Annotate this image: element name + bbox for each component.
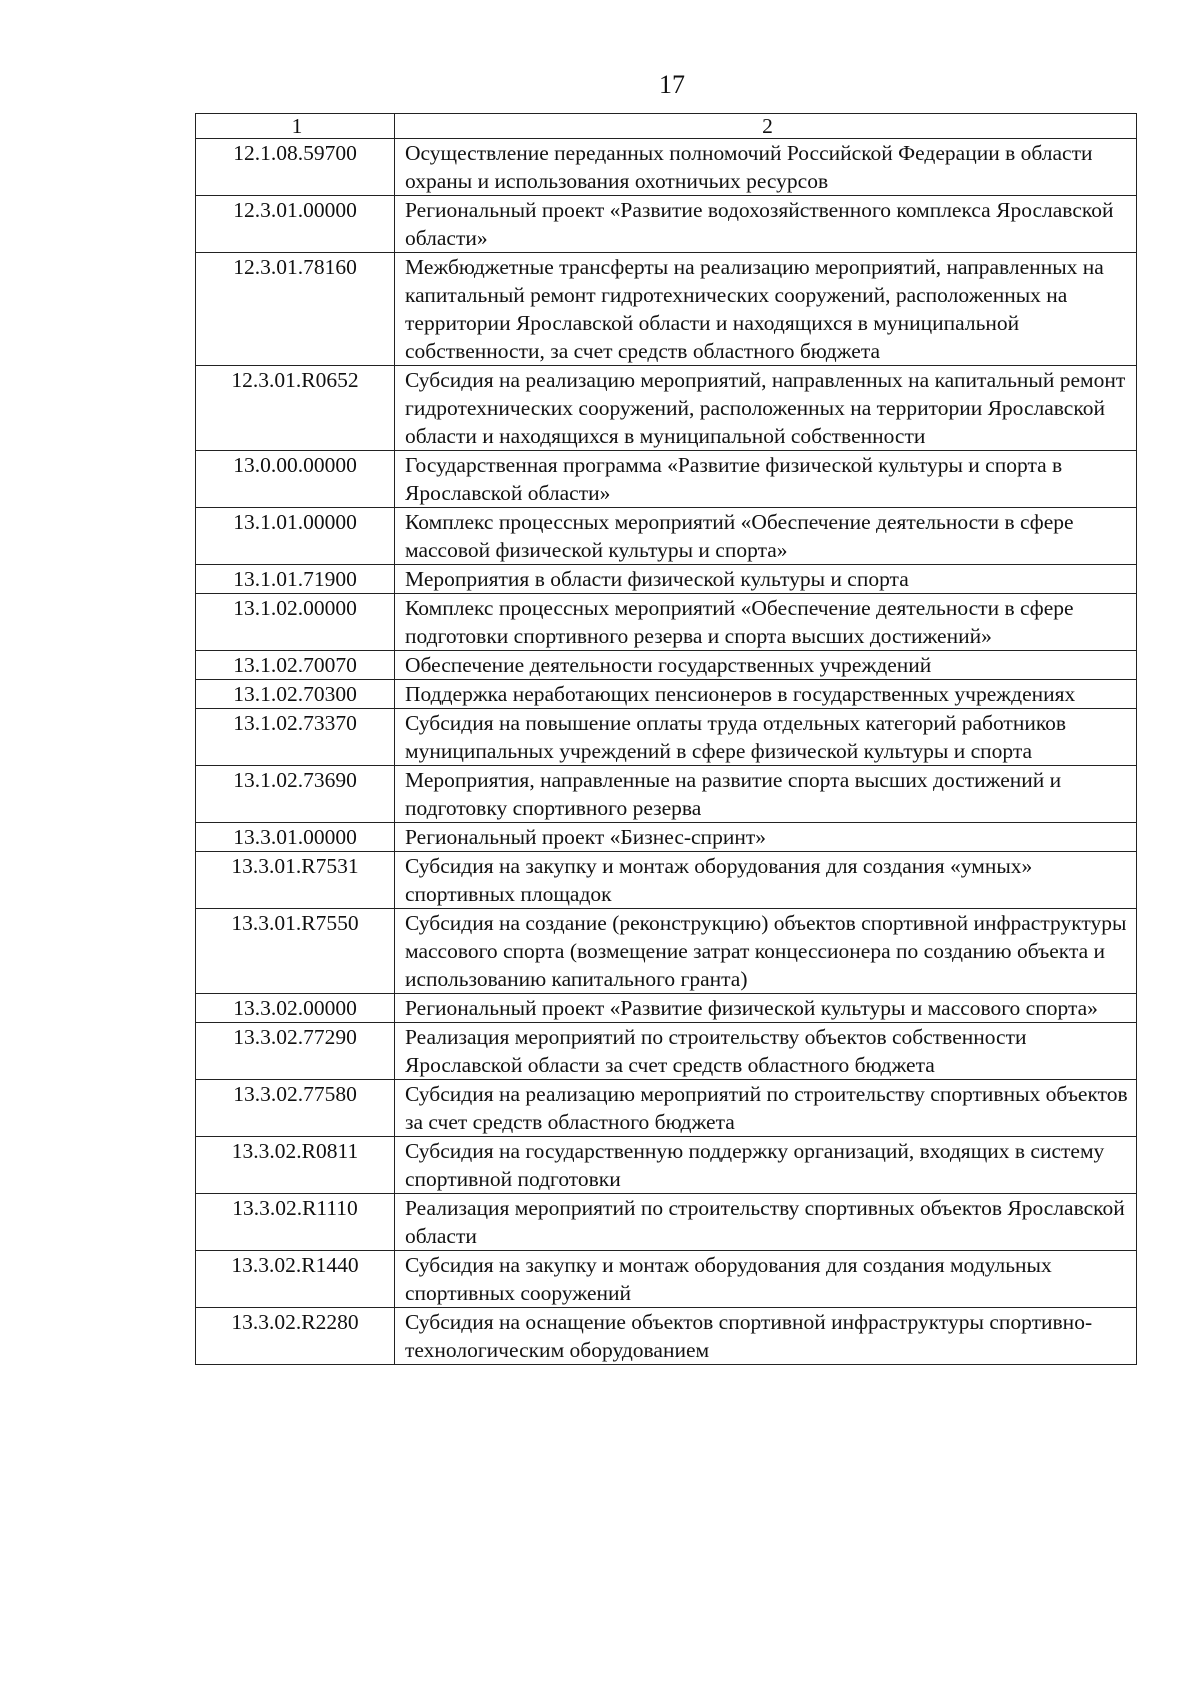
row-code: 13.3.02.77580 <box>196 1080 395 1137</box>
row-name: Поддержка неработающих пенсионеров в государственных учреждениях <box>395 680 1137 709</box>
table-row <box>196 366 1137 451</box>
row-name: Региональный проект «Развитие водохозяйственного комплекса Ярославской области» <box>395 196 1137 253</box>
row-name: Государственная программа «Развитие физической культуры и спорта в Ярославской области» <box>395 451 1137 508</box>
row-name: Субсидия на закупку и монтаж оборудования для создания модульных спортивных сооружений <box>395 1251 1137 1308</box>
row-name: Субсидия на повышение оплаты труда отдельных категорий работников муниципальных учреждений в сфере физической культуры и спорта <box>395 709 1137 766</box>
row-code: 12.3.01.00000 <box>196 196 395 253</box>
row-code: 12.3.01.78160 <box>196 253 395 366</box>
row-code: 13.3.02.00000 <box>196 994 395 1023</box>
row-code: 13.1.02.00000 <box>196 594 395 651</box>
row-name: Межбюджетные трансферты на реализацию мероприятий, направленных на капитальный ремонт гидротехнических сооружений, расположенных на территории Ярославской области и находящихся в муниципальной собственности, за счет средств областного бюджета <box>395 253 1137 366</box>
row-code: 13.3.01.00000 <box>196 823 395 852</box>
row-name: Субсидия на закупку и монтаж оборудования для создания «умных» спортивных площадок <box>395 852 1137 909</box>
table-row <box>196 651 1137 680</box>
table-row <box>196 508 1137 565</box>
row-name: Обеспечение деятельности государственных учреждений <box>395 651 1137 680</box>
table-row <box>196 139 1137 196</box>
row-name: Субсидия на оснащение объектов спортивной инфраструктуры спортивно-технологическим оборудованием <box>395 1308 1137 1365</box>
table-row <box>196 909 1137 994</box>
column-header-code: 1 <box>196 114 395 139</box>
row-code: 13.3.02.R0811 <box>196 1137 395 1194</box>
table-row <box>196 823 1137 852</box>
row-name: Субсидия на создание (реконструкцию) объектов спортивной инфраструктуры массового спорта (возмещение затрат концессионера по созданию объекта и использованию капитального гранта) <box>395 909 1137 994</box>
row-code: 13.1.01.71900 <box>196 565 395 594</box>
table-row <box>196 1308 1137 1365</box>
column-header-name: 2 <box>395 114 1137 139</box>
row-code: 13.3.01.R7531 <box>196 852 395 909</box>
row-code: 13.3.02.R1110 <box>196 1194 395 1251</box>
table-row <box>196 709 1137 766</box>
row-name: Региональный проект «Развитие физической культуры и массового спорта» <box>395 994 1137 1023</box>
row-name: Осуществление переданных полномочий Российской Федерации в области охраны и использования охотничьих ресурсов <box>395 139 1137 196</box>
budget-codes-table <box>195 113 1137 1365</box>
table-row <box>196 1023 1137 1080</box>
row-code: 13.3.02.77290 <box>196 1023 395 1080</box>
table-row <box>196 594 1137 651</box>
table-header <box>196 114 1137 139</box>
page-number: 17 <box>659 70 685 99</box>
table-row <box>196 1080 1137 1137</box>
row-name: Комплекс процессных мероприятий «Обеспечение деятельности в сфере массовой физической культуры и спорта» <box>395 508 1137 565</box>
row-code: 13.1.02.73690 <box>196 766 395 823</box>
row-code: 13.1.02.70300 <box>196 680 395 709</box>
row-name: Субсидия на реализацию мероприятий, направленных на капитальный ремонт гидротехнических сооружений, расположенных на территории Ярославской области и находящихся в муниципальной собственности <box>395 366 1137 451</box>
row-name: Комплекс процессных мероприятий «Обеспечение деятельности в сфере подготовки спортивного резерва и спорта высших достижений» <box>395 594 1137 651</box>
table-row <box>196 994 1137 1023</box>
table-row <box>196 680 1137 709</box>
table-row <box>196 1194 1137 1251</box>
row-code: 12.3.01.R0652 <box>196 366 395 451</box>
table-row <box>196 1137 1137 1194</box>
table-row <box>196 451 1137 508</box>
row-code: 13.3.02.R1440 <box>196 1251 395 1308</box>
row-name: Субсидия на реализацию мероприятий по строительству спортивных объектов за счет средств областного бюджета <box>395 1080 1137 1137</box>
table-row <box>196 766 1137 823</box>
row-name: Реализация мероприятий по строительству спортивных объектов Ярославской области <box>395 1194 1137 1251</box>
row-code: 13.0.00.00000 <box>196 451 395 508</box>
row-code: 13.3.01.R7550 <box>196 909 395 994</box>
table-row <box>196 565 1137 594</box>
table-row <box>196 1251 1137 1308</box>
row-code: 12.1.08.59700 <box>196 139 395 196</box>
row-code: 13.1.01.00000 <box>196 508 395 565</box>
row-name: Реализация мероприятий по строительству объектов собственности Ярославской области за счет средств областного бюджета <box>395 1023 1137 1080</box>
row-name: Региональный проект «Бизнес-спринт» <box>395 823 1137 852</box>
table-row <box>196 253 1137 366</box>
row-name: Мероприятия, направленные на развитие спорта высших достижений и подготовку спортивного резерва <box>395 766 1137 823</box>
row-code: 13.3.02.R2280 <box>196 1308 395 1365</box>
table-body <box>196 139 1137 1365</box>
table-row <box>196 196 1137 253</box>
row-name: Субсидия на государственную поддержку организаций, входящих в систему спортивной подготовки <box>395 1137 1137 1194</box>
header-row <box>196 114 1137 139</box>
row-code: 13.1.02.73370 <box>196 709 395 766</box>
table-row <box>196 852 1137 909</box>
row-name: Мероприятия в области физической культуры и спорта <box>395 565 1137 594</box>
row-code: 13.1.02.70070 <box>196 651 395 680</box>
